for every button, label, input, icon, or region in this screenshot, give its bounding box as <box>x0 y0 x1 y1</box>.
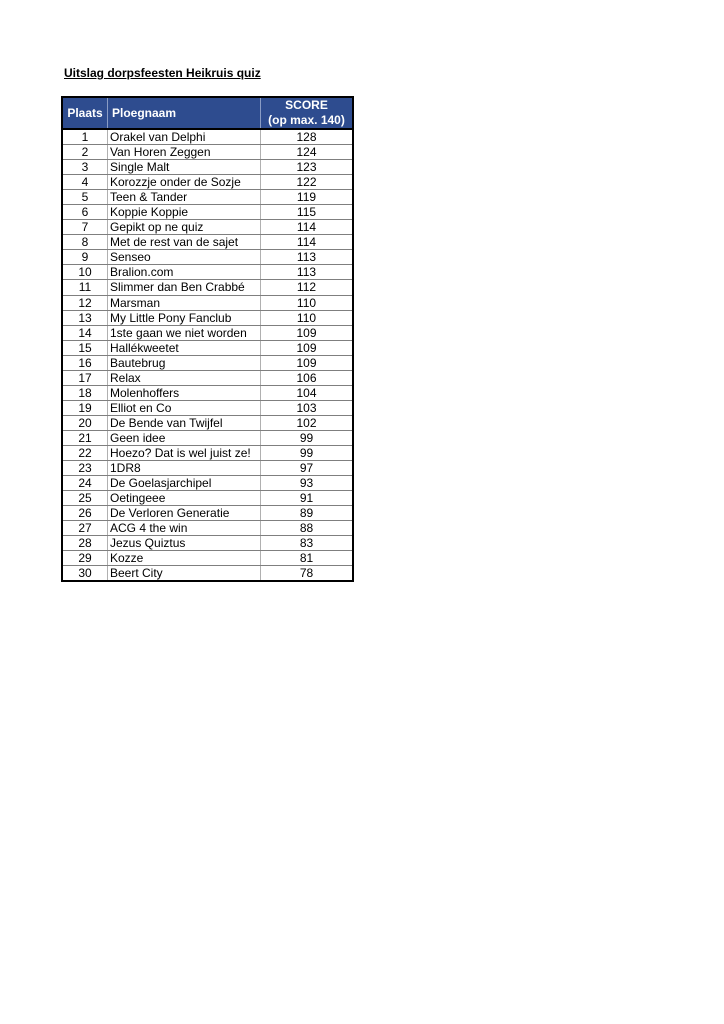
cell-score: 103 <box>261 400 353 415</box>
header-ploegnaam: Ploegnaam <box>108 98 261 129</box>
table-row <box>63 129 352 145</box>
cell-plaats: 27 <box>63 521 108 536</box>
cell-score: 99 <box>261 445 353 460</box>
cell-plaats: 22 <box>63 445 108 460</box>
cell-score: 89 <box>261 506 353 521</box>
cell-plaats: 24 <box>63 476 108 491</box>
header-plaats: Plaats <box>63 98 108 129</box>
cell-ploegnaam: ACG 4 the win <box>108 521 261 536</box>
cell-ploegnaam: Single Malt <box>108 160 261 175</box>
cell-ploegnaam: 1ste gaan we niet worden <box>108 325 261 340</box>
cell-plaats: 28 <box>63 536 108 551</box>
cell-plaats: 18 <box>63 385 108 400</box>
table-row <box>63 190 352 205</box>
cell-score: 83 <box>261 536 353 551</box>
cell-score: 114 <box>261 220 353 235</box>
table-row <box>63 521 352 536</box>
table-row <box>63 295 352 310</box>
cell-ploegnaam: Kozze <box>108 551 261 566</box>
cell-ploegnaam: Hoezo? Dat is wel juist ze! <box>108 445 261 460</box>
cell-plaats: 8 <box>63 235 108 250</box>
cell-plaats: 17 <box>63 370 108 385</box>
cell-plaats: 21 <box>63 430 108 445</box>
cell-ploegnaam: Beert City <box>108 566 261 581</box>
cell-score: 109 <box>261 340 353 355</box>
results-table <box>61 96 354 582</box>
table-row <box>63 340 352 355</box>
table-row <box>63 476 352 491</box>
table-row <box>63 325 352 340</box>
cell-score: 109 <box>261 325 353 340</box>
cell-ploegnaam: De Verloren Generatie <box>108 506 261 521</box>
cell-plaats: 19 <box>63 400 108 415</box>
table-row <box>63 220 352 235</box>
cell-ploegnaam: Marsman <box>108 295 261 310</box>
cell-score: 88 <box>261 521 353 536</box>
cell-score: 119 <box>261 190 353 205</box>
cell-score: 113 <box>261 250 353 265</box>
table-row <box>63 175 352 190</box>
cell-plaats: 15 <box>63 340 108 355</box>
cell-plaats: 29 <box>63 551 108 566</box>
cell-plaats: 25 <box>63 491 108 506</box>
cell-plaats: 10 <box>63 265 108 280</box>
table-row <box>63 551 352 566</box>
header-score-subtitle: (op max. 140) <box>268 113 345 127</box>
table-row <box>63 400 352 415</box>
table-row <box>63 355 352 370</box>
table-row <box>63 145 352 160</box>
cell-score: 123 <box>261 160 353 175</box>
cell-ploegnaam: Oetingeee <box>108 491 261 506</box>
table-row <box>63 506 352 521</box>
cell-plaats: 30 <box>78 566 92 581</box>
cell-score: 81 <box>261 551 353 566</box>
cell-score: 128 <box>261 129 353 145</box>
header-score-title: SCORE <box>285 98 328 112</box>
cell-plaats: 5 <box>63 190 108 205</box>
cell-plaats: 3 <box>63 160 108 175</box>
cell-score: 104 <box>261 385 353 400</box>
cell-ploegnaam: De Goelasjarchipel <box>108 476 261 491</box>
cell-ploegnaam: Geen idee <box>108 430 261 445</box>
cell-score: 93 <box>261 476 353 491</box>
cell-plaats: 26 <box>63 506 108 521</box>
cell-score: 112 <box>261 280 353 295</box>
table-row <box>63 310 352 325</box>
cell-plaats: 4 <box>63 175 108 190</box>
cell-plaats: 6 <box>63 205 108 220</box>
cell-ploegnaam: Teen & Tander <box>108 190 261 205</box>
cell-plaats: 13 <box>63 310 108 325</box>
cell-score: 106 <box>261 370 353 385</box>
table-row <box>63 461 352 476</box>
cell-score: 99 <box>261 430 353 445</box>
cell-score: 115 <box>261 205 353 220</box>
cell-score: 113 <box>261 265 353 280</box>
table-row <box>63 205 352 220</box>
cell-ploegnaam: Hallékweetet <box>108 340 261 355</box>
cell-score: 78 <box>261 566 353 581</box>
page-title: Uitslag dorpsfeesten Heikruis quiz <box>64 66 261 80</box>
table-row <box>63 280 352 295</box>
header-score <box>261 98 353 129</box>
cell-plaats: 7 <box>63 220 108 235</box>
cell-score: 102 <box>261 415 353 430</box>
cell-plaats: 20 <box>63 415 108 430</box>
table-row <box>63 265 352 280</box>
cell-score: 114 <box>261 235 353 250</box>
cell-ploegnaam: Van Horen Zeggen <box>108 145 261 160</box>
cell-ploegnaam: Bralion.com <box>108 265 261 280</box>
cell-ploegnaam: Koppie Koppie <box>108 205 261 220</box>
table-row <box>63 430 352 445</box>
cell-ploegnaam: Bautebrug <box>108 355 261 370</box>
table-header-row <box>63 98 352 129</box>
cell-ploegnaam: Jezus Quiztus <box>108 536 261 551</box>
table-row <box>63 491 352 506</box>
cell-score: 110 <box>261 310 353 325</box>
cell-ploegnaam: De Bende van Twijfel <box>108 415 261 430</box>
table-row <box>63 536 352 551</box>
cell-score: 124 <box>261 145 353 160</box>
cell-ploegnaam: My Little Pony Fanclub <box>108 310 261 325</box>
table-row <box>63 566 352 581</box>
cell-plaats: 23 <box>63 461 108 476</box>
cell-score: 110 <box>261 295 353 310</box>
table-row <box>63 385 352 400</box>
cell-score: 122 <box>261 175 353 190</box>
cell-ploegnaam: Relax <box>108 370 261 385</box>
cell-plaats: 1 <box>63 129 108 145</box>
table-row <box>63 160 352 175</box>
cell-ploegnaam: Korozzje onder de Sozje <box>108 175 261 190</box>
cell-score: 91 <box>261 491 353 506</box>
cell-score: 109 <box>261 355 353 370</box>
cell-ploegnaam: Senseo <box>108 250 261 265</box>
table-row <box>63 445 352 460</box>
cell-plaats: 12 <box>63 295 108 310</box>
cell-ploegnaam: 1DR8 <box>108 461 261 476</box>
cell-plaats: 16 <box>63 355 108 370</box>
table-row <box>63 250 352 265</box>
table-row <box>63 415 352 430</box>
cell-ploegnaam: Elliot en Co <box>108 400 261 415</box>
cell-plaats: 14 <box>63 325 108 340</box>
cell-ploegnaam: Orakel van Delphi <box>108 129 261 145</box>
cell-ploegnaam: Gepikt op ne quiz <box>108 220 261 235</box>
cell-score: 97 <box>261 461 353 476</box>
cell-plaats: 11 <box>63 280 108 295</box>
table-row <box>63 235 352 250</box>
table-row <box>63 370 352 385</box>
cell-ploegnaam: Met de rest van de sajet <box>108 235 261 250</box>
cell-plaats: 2 <box>63 145 108 160</box>
cell-plaats: 9 <box>63 250 108 265</box>
cell-ploegnaam: Slimmer dan Ben Crabbé <box>108 280 261 295</box>
cell-ploegnaam: Molenhoffers <box>108 385 261 400</box>
